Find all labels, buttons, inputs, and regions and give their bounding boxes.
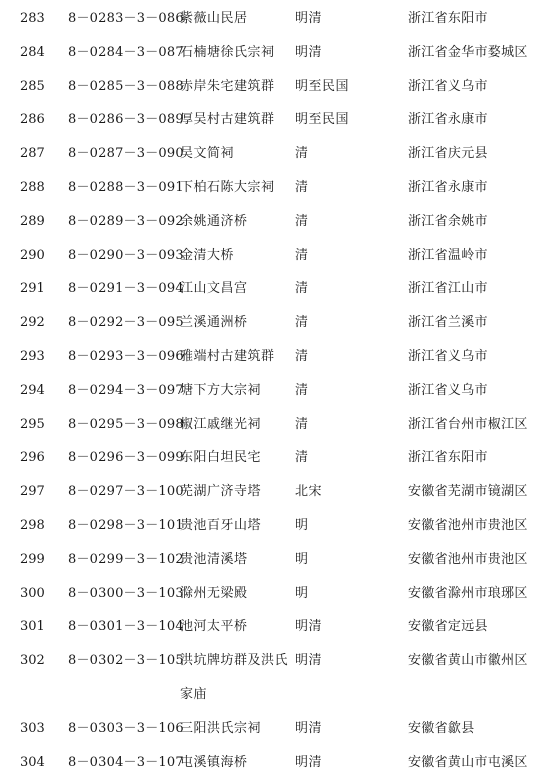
- row-number: 294: [20, 382, 45, 398]
- site-name: 江山文昌宫: [180, 281, 248, 297]
- row-number: 283: [20, 11, 45, 26]
- site-era: 明至民国: [295, 112, 350, 128]
- site-name: 东阳白坦民宅: [180, 450, 262, 466]
- site-location: 安徽省黄山市徽州区: [408, 653, 528, 669]
- site-location: 安徽省定远县: [408, 619, 488, 635]
- row-number: 302: [20, 653, 45, 669]
- site-location: 安徽省黄山市屯溪区: [408, 754, 528, 770]
- site-name: 三阳洪氏宗祠: [180, 720, 262, 736]
- row-number: 288: [20, 179, 45, 195]
- site-code: 8－0283－3－086: [68, 11, 184, 26]
- site-name: 兰溪通洲桥: [180, 315, 248, 331]
- site-name: 塘下方大宗祠: [180, 382, 262, 398]
- site-location: 浙江省义乌市: [408, 78, 488, 94]
- site-code: 8－0301－3－104: [68, 619, 184, 635]
- site-code: 8－0287－3－090: [68, 146, 184, 162]
- table-row: [0, 135, 550, 169]
- table-row: [0, 372, 550, 406]
- row-number: 291: [20, 281, 45, 297]
- site-location: 安徽省芜湖市镜湖区: [408, 484, 528, 500]
- row-number: 293: [20, 348, 45, 364]
- site-era: 北宋: [295, 484, 323, 500]
- site-location: 安徽省歙县: [408, 720, 475, 736]
- table-row: [0, 642, 550, 710]
- site-location: 浙江省庆元县: [408, 146, 488, 162]
- site-era: 清: [295, 213, 309, 229]
- site-era: 清: [295, 450, 309, 466]
- table-row: [0, 439, 550, 473]
- site-code: 8－0289－3－092: [68, 213, 184, 229]
- row-number: 303: [20, 720, 45, 736]
- site-location: 浙江省金华市婺城区: [408, 44, 528, 60]
- row-number: 285: [20, 78, 45, 94]
- site-location: 浙江省兰溪市: [408, 315, 488, 331]
- table-row: [0, 0, 550, 34]
- site-era: 清: [295, 382, 309, 398]
- row-number: 292: [20, 315, 45, 331]
- table-row: [0, 608, 550, 642]
- site-location: 浙江省永康市: [408, 179, 488, 195]
- table-row: [0, 68, 550, 102]
- row-number: 295: [20, 416, 45, 432]
- row-number: 287: [20, 146, 45, 162]
- table-row: [0, 169, 550, 203]
- site-code: 8－0303－3－106: [68, 720, 184, 736]
- site-location: 浙江省义乌市: [408, 348, 488, 364]
- site-era: 清: [295, 348, 309, 364]
- site-code: 8－0292－3－095: [68, 315, 184, 331]
- row-number: 304: [20, 754, 45, 770]
- site-name: 厚吴村古建筑群: [180, 112, 275, 128]
- site-name: 吴文简祠: [180, 146, 235, 162]
- site-era: 明: [295, 517, 309, 533]
- site-era: 清: [295, 281, 309, 297]
- table-row: [0, 710, 550, 744]
- site-name: 芜湖广济寺塔: [180, 484, 262, 500]
- row-number: 300: [20, 585, 45, 601]
- site-name: 余姚通济桥: [180, 213, 248, 229]
- site-location: 浙江省东阳市: [408, 450, 488, 466]
- table-row: [0, 507, 550, 541]
- site-location: 安徽省滁州市琅琊区: [408, 585, 528, 601]
- site-era: 清: [295, 146, 309, 162]
- site-name: 池河太平桥: [180, 619, 248, 635]
- site-era: 明清: [295, 653, 323, 669]
- table-row: [0, 101, 550, 135]
- site-era: 明清: [295, 44, 323, 60]
- site-era: 明: [295, 585, 309, 601]
- row-number: 296: [20, 450, 45, 466]
- site-name: 金清大桥: [180, 247, 235, 263]
- site-name: 滁州无梁殿: [180, 585, 248, 601]
- site-location: 浙江省江山市: [408, 281, 488, 297]
- site-location: 浙江省义乌市: [408, 382, 488, 398]
- row-number: 289: [20, 213, 45, 229]
- site-era: 明清: [295, 754, 323, 770]
- site-code: 8－0296－3－099: [68, 450, 184, 466]
- table-row: [0, 270, 550, 304]
- site-code: 8－0298－3－101: [68, 517, 184, 533]
- row-number: 301: [20, 619, 45, 635]
- site-code: 8－0286－3－089: [68, 112, 184, 128]
- site-code: 8－0299－3－102: [68, 551, 184, 567]
- site-era: 明清: [295, 720, 323, 736]
- site-name: 雅端村古建筑群: [180, 348, 275, 364]
- site-code: 8－0293－3－096: [68, 348, 184, 364]
- site-location: 浙江省永康市: [408, 112, 488, 128]
- row-number: 284: [20, 44, 45, 60]
- site-code: 8－0297－3－100: [68, 484, 184, 500]
- row-number: 299: [20, 551, 45, 567]
- site-location: 浙江省余姚市: [408, 213, 488, 229]
- site-name: 洪坑牌坊群及洪氏家庙: [180, 653, 289, 703]
- table-row: [0, 744, 550, 778]
- site-code: 8－0290－3－093: [68, 247, 184, 263]
- site-code: 8－0285－3－088: [68, 78, 184, 94]
- site-era: 明清: [295, 619, 323, 635]
- site-code: 8－0294－3－097: [68, 382, 184, 398]
- site-code: 8－0295－3－098: [68, 416, 184, 432]
- row-number: 297: [20, 484, 45, 500]
- site-name: 紫薇山民居: [180, 11, 248, 26]
- site-location: 浙江省温岭市: [408, 247, 488, 263]
- site-code: 8－0302－3－105: [68, 653, 184, 669]
- table-row: [0, 406, 550, 440]
- row-number: 290: [20, 247, 45, 263]
- site-code: 8－0300－3－103: [68, 585, 184, 601]
- table-row: [0, 473, 550, 507]
- table-row: [0, 575, 550, 609]
- site-code: 8－0284－3－087: [68, 44, 184, 60]
- site-era: 清: [295, 179, 309, 195]
- site-era: 明至民国: [295, 78, 350, 94]
- site-location: 安徽省池州市贵池区: [408, 517, 528, 533]
- site-name: 椒江戚继光祠: [180, 416, 262, 432]
- site-era: 明: [295, 551, 309, 567]
- site-era: 清: [295, 416, 309, 432]
- site-location: 浙江省台州市椒江区: [408, 416, 528, 432]
- site-era: 明清: [295, 11, 323, 26]
- site-name: 下柏石陈大宗祠: [180, 179, 275, 195]
- site-era: 清: [295, 247, 309, 263]
- table-row: [0, 338, 550, 372]
- site-era: 清: [295, 315, 309, 331]
- table-row: [0, 34, 550, 68]
- site-location: 安徽省池州市贵池区: [408, 551, 528, 567]
- site-code: 8－0304－3－107: [68, 754, 184, 770]
- site-location: 浙江省东阳市: [408, 11, 488, 26]
- site-name: 贵池百牙山塔: [180, 517, 262, 533]
- table-row: [0, 304, 550, 338]
- table-row: [0, 203, 550, 237]
- site-name: 石楠塘徐氏宗祠: [180, 44, 275, 60]
- row-number: 286: [20, 112, 45, 128]
- row-number: 298: [20, 517, 45, 533]
- site-name: 屯溪镇海桥: [180, 754, 248, 770]
- site-name: 赤岸朱宅建筑群: [180, 78, 275, 94]
- table-row: [0, 237, 550, 271]
- site-name: 贵池清溪塔: [180, 551, 248, 567]
- site-code: 8－0291－3－094: [68, 281, 184, 297]
- table-row: [0, 541, 550, 575]
- site-code: 8－0288－3－091: [68, 179, 184, 195]
